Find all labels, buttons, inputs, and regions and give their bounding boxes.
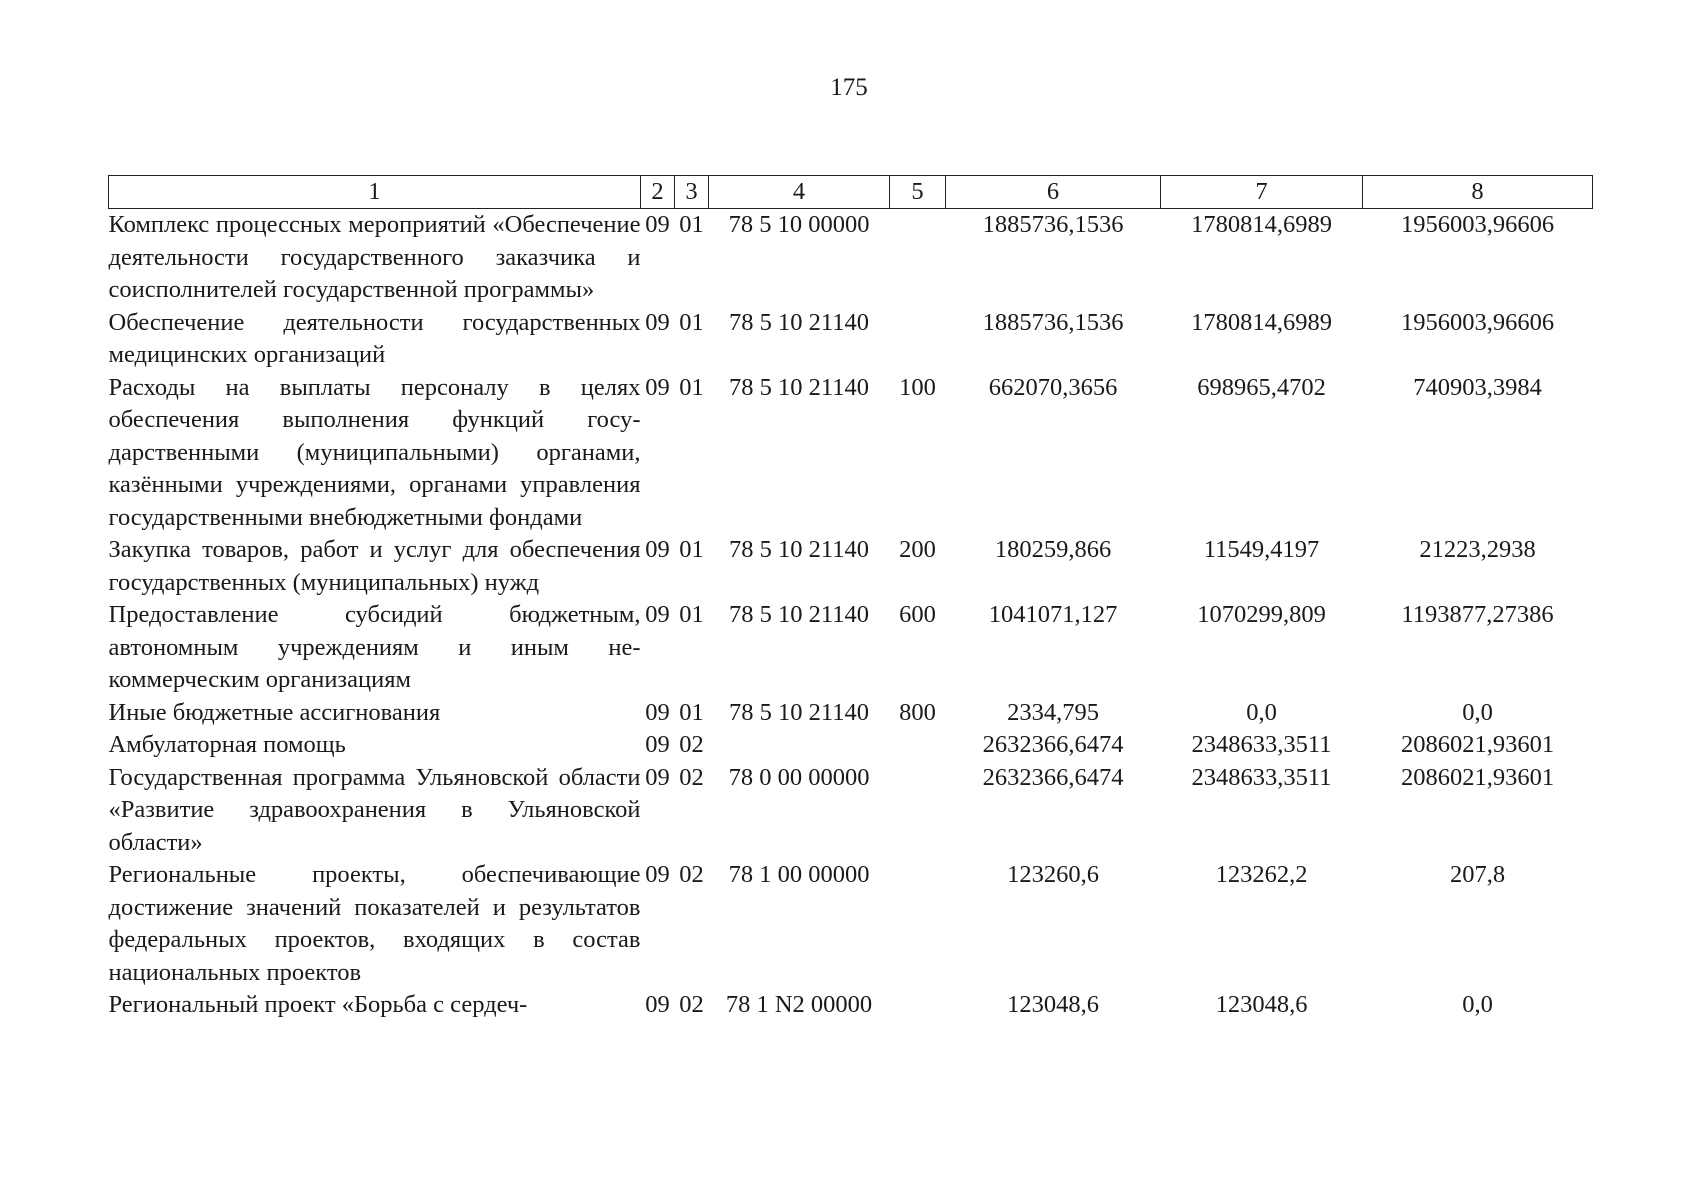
row-value-col6: 123260,6 [1007,861,1099,888]
row-expense-type: 200 [899,536,936,563]
row-section: 09 [645,536,670,563]
row-value-col8: 1193877,27386 [1401,601,1554,628]
row-subsection: 02 [679,991,704,1018]
row-value-col8: 1956003,96606 [1400,308,1555,336]
header-col-1: 1 [109,176,641,209]
table-row [109,307,1593,372]
row-section: 09 [645,373,670,401]
row-expense-type [890,729,946,762]
row-expense-type [890,762,946,860]
row-value-col7: 1780814,6989 [1191,308,1332,336]
row-section: 09 [645,601,670,628]
row-value-col6: 123048,6 [1007,991,1099,1018]
row-section: 09 [645,308,670,336]
row-subsection: 01 [679,601,704,628]
row-name: Государственная программа Ульяновской области «Развитие здравоохранения в Ульяновской области» [108,763,641,856]
table-row [109,599,1593,697]
row-value-col7: 123048,6 [1215,991,1308,1018]
row-name: Амбулаторная помощь [108,731,346,758]
row-value-col6: 2334,795 [1007,698,1099,726]
header-col-4: 4 [709,176,890,209]
row-section: 09 [645,763,670,791]
row-expense-type [890,989,946,1022]
row-value-col8: 2086021,93601 [1400,731,1555,758]
row-value-col8: 1956003,96606 [1400,211,1555,238]
row-target-code: 78 5 10 21140 [729,698,869,726]
header-col-2: 2 [641,176,675,209]
row-subsection: 02 [679,763,704,791]
row-section: 09 [645,211,670,238]
table-header [109,176,1593,209]
row-name: Расходы на выплаты персоналу в целях обеспечения выполнения функций государственными (муниципальными) органами, казёнными учреждениями, органами управления государственными внебюджетными фондами [108,373,641,531]
header-col-7: 7 [1161,176,1363,209]
row-value-col6: 2632366,6474 [982,763,1124,791]
row-target-code: 78 1 00 00000 [728,861,870,888]
row-expense-type: 600 [899,601,936,628]
row-value-col8: 2086021,93601 [1400,763,1555,791]
row-name: Комплекс процессных мероприятий «Обеспечение деятельности государственного заказчика и соисполнителей государственной программы» [108,211,641,303]
row-name: Предоставление субсидий бюджетным, автономным учреждениям и иным некоммерческим организациям [108,601,641,693]
row-value-col7: 1780814,6989 [1191,211,1332,238]
row-subsection: 01 [679,308,704,336]
row-section: 09 [645,731,670,758]
row-value-col8: 0,0 [1462,991,1493,1018]
row-value-col8: 21223,2938 [1419,536,1536,563]
row-name: Иные бюджетные ассигнования [108,698,441,726]
table-row [109,762,1593,860]
header-col-3: 3 [675,176,709,209]
row-value-col7: 1070299,809 [1197,601,1326,628]
row-expense-type: 100 [899,373,936,401]
row-target-code: 78 5 10 21140 [729,308,869,336]
row-value-col7: 0,0 [1246,698,1277,726]
row-subsection: 01 [679,536,704,563]
row-target-code: 78 5 10 21140 [729,601,869,628]
row-value-col7: 2348633,3511 [1191,763,1332,791]
row-value-col8: 0,0 [1462,698,1493,726]
table-row [109,372,1593,535]
page-number: 175 [830,74,868,101]
table-row [109,697,1593,730]
row-name: Региональный проект «Борьба с сердеч- [108,991,528,1018]
row-value-col7: 2348633,3511 [1191,731,1332,758]
row-value-col8: 740903,3984 [1413,373,1542,401]
row-subsection: 02 [679,861,704,888]
row-target-code: 78 5 10 21140 [729,536,869,563]
row-value-col6: 1885736,1536 [982,308,1124,336]
row-target-code: 78 5 10 21140 [729,373,869,401]
row-target-code: 78 0 00 00000 [728,763,870,791]
header-col-5: 5 [890,176,946,209]
row-name: Закупка товаров, работ и услуг для обеспечения государственных (муниципальных) нужд [108,536,641,596]
table-row [109,859,1593,989]
row-expense-type [890,859,946,989]
row-subsection: 01 [679,373,704,401]
row-subsection: 02 [679,731,704,758]
row-target-code: 78 1 N2 00000 [725,991,873,1018]
header-col-8: 8 [1363,176,1593,209]
table-row [109,729,1593,762]
header-col-6: 6 [946,176,1161,209]
row-subsection: 01 [679,698,704,726]
row-value-col6: 1041071,127 [988,601,1118,628]
table-row [109,534,1593,599]
row-value-col7: 11549,4197 [1203,536,1320,563]
table-row [109,209,1593,307]
budget-table [108,175,1593,1022]
row-section: 09 [645,698,670,726]
row-expense-type [890,209,946,307]
row-section: 09 [645,861,670,888]
row-expense-type: 800 [899,698,936,726]
row-value-col6: 662070,3656 [988,373,1118,401]
row-target-code: 78 5 10 00000 [728,211,870,238]
row-name: Региональные проекты, обеспечивающие достижение значений показателей и результатов федеральных проектов, входящих в состав национальных проектов [108,861,641,986]
row-subsection: 01 [679,211,704,238]
row-value-col8: 207,8 [1449,861,1506,888]
row-target-code [709,729,890,762]
header-row [109,176,1593,209]
row-value-col6: 180259,866 [994,536,1112,563]
row-section: 09 [645,991,670,1018]
row-name: Обеспечение деятельности государственных медицинских организаций [108,308,641,368]
row-value-col6: 2632366,6474 [982,731,1124,758]
table-body [109,209,1593,1022]
row-expense-type [890,307,946,372]
table-row [109,989,1593,1022]
row-value-col7: 123262,2 [1215,861,1308,888]
row-value-col6: 1885736,1536 [982,211,1124,238]
row-value-col7: 698965,4702 [1197,373,1326,401]
